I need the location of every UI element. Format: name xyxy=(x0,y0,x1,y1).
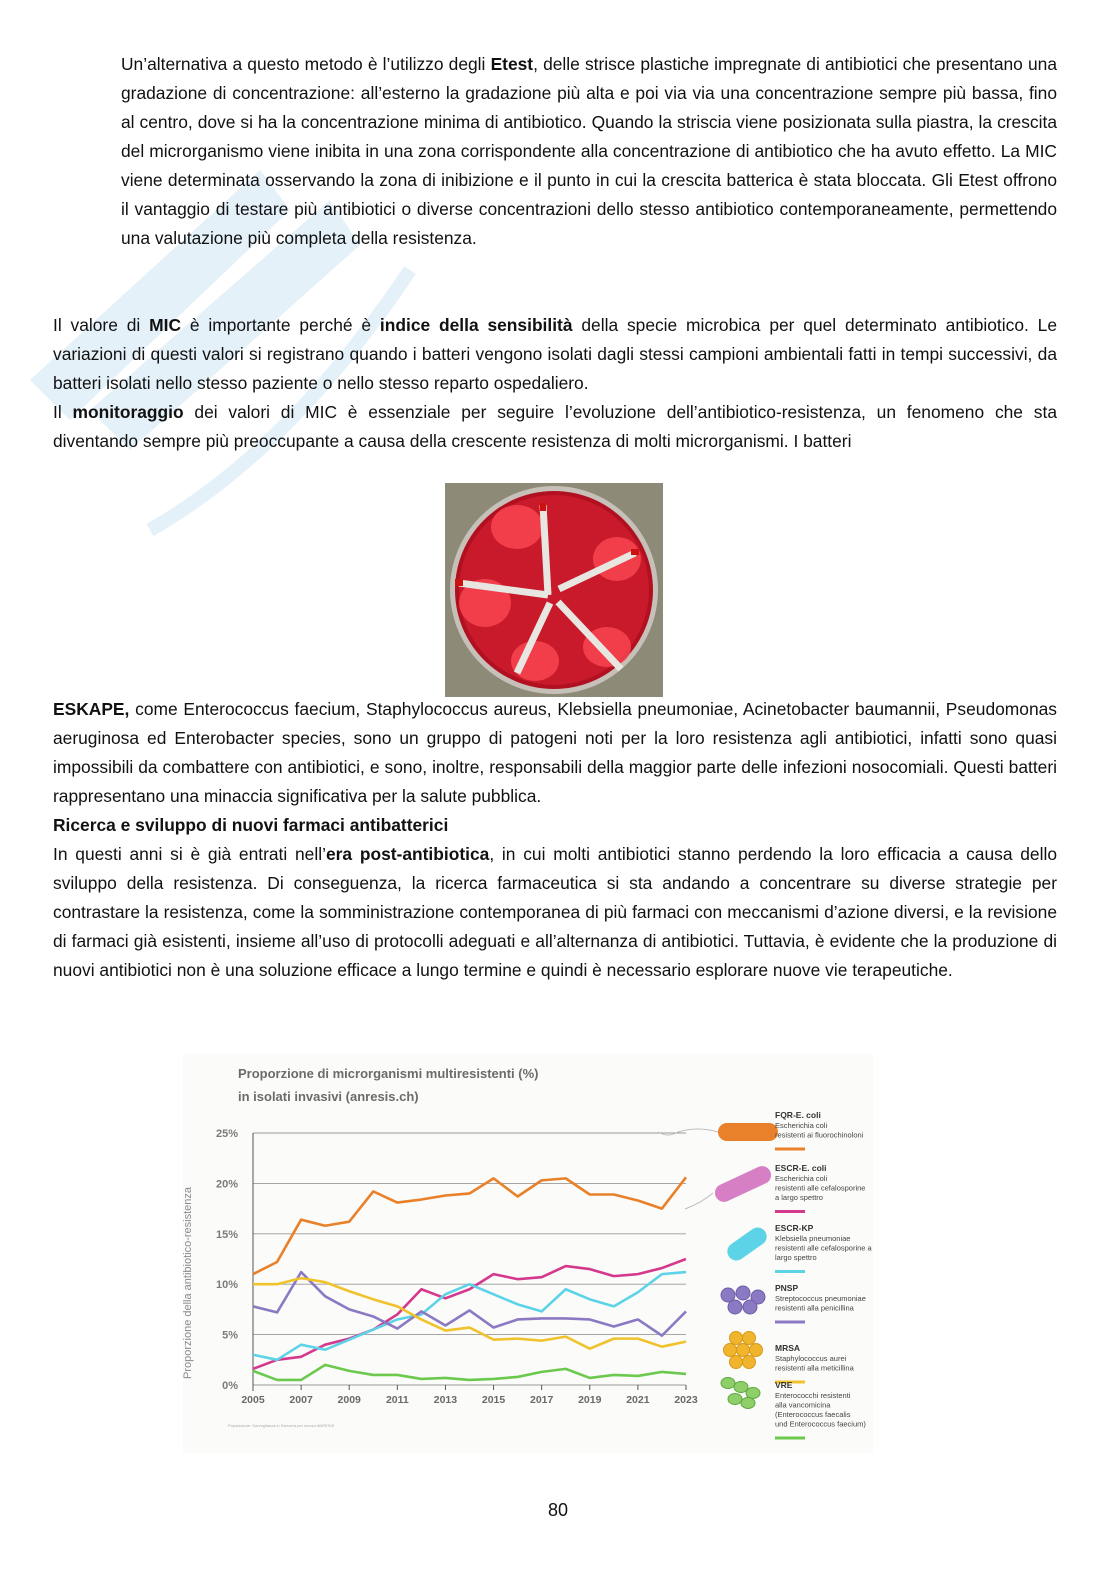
series-line-fqr-e-coli xyxy=(253,1177,686,1274)
chart-subtitle: in isolati invasivi (anresis.ch) xyxy=(238,1089,419,1104)
chart-y-tick-label: 10% xyxy=(215,1279,238,1292)
microbe-illustration-icon xyxy=(724,1332,763,1369)
legend-series-description: largo spettro xyxy=(775,1253,817,1262)
chart-y-tick-label: 20% xyxy=(215,1178,238,1191)
text-run: Il valore di xyxy=(53,315,150,335)
page-number: 80 xyxy=(547,1500,569,1520)
legend-series-description: Escherichia coli xyxy=(775,1174,828,1183)
legend-series-description: Klebsiella pneumoniae xyxy=(775,1234,851,1243)
bold-term-eskape: ESKAPE, xyxy=(53,699,130,719)
chart-title: Proporzione di microrganismi multiresistenti (%) xyxy=(238,1066,539,1081)
bold-term-mic: MIC xyxy=(149,315,182,335)
mic-paragraph xyxy=(53,311,1057,398)
legend-series-name: FQR-E. coli xyxy=(775,1110,821,1120)
series-line-vre xyxy=(253,1365,686,1380)
legend-series-description: alla vancomicina xyxy=(775,1400,831,1410)
legend-series-description: resistenti alla penicillina xyxy=(775,1303,854,1313)
legend-series-description: resistenti ai fluorochinoloni xyxy=(775,1130,864,1140)
text-run: della specie microbica per quel determinato antibiotico. Le variazioni di questi valori si registrano quando i batteri vengono isolati dagli stessi campioni ambientali fatti in tempi successivi, da batteri isolati nello stesso paziente o nello stesso reparto ospedaliero. xyxy=(53,315,1058,393)
legend-series-description: und Enterococcus faecium) xyxy=(775,1419,866,1429)
chart-x-tick-label: 2009 xyxy=(337,1394,361,1406)
chart-x-tick-label: 2013 xyxy=(433,1394,458,1406)
legend-series-description: Enterococchi resistenti xyxy=(775,1391,851,1400)
legend-entry-pnsp xyxy=(721,1283,866,1322)
section-heading: Ricerca e sviluppo di nuovi farmaci antibatterici xyxy=(53,815,449,835)
etest-petri-dish-photo xyxy=(445,483,663,697)
legend-entry-fqr-e-coli xyxy=(658,1110,864,1149)
chart-x-tick-label: 2019 xyxy=(578,1394,602,1406)
chart-x-tick-label: 2021 xyxy=(626,1394,650,1406)
legend-series-name: ESCR-E. coli xyxy=(775,1163,827,1173)
chart-x-tick-label: 2011 xyxy=(385,1394,409,1406)
eskape-paragraph xyxy=(53,695,1057,811)
post-antibiotic-paragraph xyxy=(53,840,1057,985)
microbe-illustration-icon xyxy=(721,1378,760,1409)
chart-y-tick-label: 25% xyxy=(215,1128,238,1140)
microbe-illustration-icon xyxy=(724,1224,770,1264)
resistance-line-chart xyxy=(183,1053,873,1453)
legend-series-name: VRE xyxy=(775,1380,793,1390)
chart-y-axis-label: Proporzione della antibiotico-resistenza xyxy=(183,1187,194,1379)
chart-x-tick-label: 2005 xyxy=(241,1394,265,1406)
text-run: Il xyxy=(53,402,73,422)
chart-y-tick-label: 15% xyxy=(215,1228,238,1241)
chart-x-tick-label: 2023 xyxy=(674,1394,698,1406)
text-run: In questi anni si è già entrati nell’ xyxy=(53,844,326,864)
chart-x-tick-label: 2017 xyxy=(529,1394,554,1406)
series-line-escr-kp xyxy=(253,1272,686,1360)
legend-series-description: Staphylococcus aurei xyxy=(775,1354,847,1363)
text-run: , delle strisce plastiche impregnate di antibiotici che presentano una gradazione di concentrazione: all’esterno la gradazione più alta e poi via via una concentrazione sempre più bassa, fino al centro, dove si ha la concentrazione minima di antibiotico. Quando la striscia viene posizionata sulla piastra, la crescita del microrganismo viene inibita in una zona corrispondente alla concentrazione di antibiotico che ha avuto effetto. La MIC viene determinata osservando la zona di inibizione e il punto in cui la crescita batterica è stata bloccata. Gli Etest offrono il vantaggio di testare più antibiotici o diverse concentrazioni dello stesso antibiotico contemporaneamente, permettendo una valutazione più completa della resistenza. xyxy=(121,54,1057,248)
etest-paragraph xyxy=(121,50,1057,253)
legend-series-description: resistenti alle cefalosporine a xyxy=(775,1243,872,1253)
legend-series-name: MRSA xyxy=(775,1343,801,1353)
legend-series-name: PNSP xyxy=(775,1283,799,1293)
legend-entry-mrsa xyxy=(724,1332,855,1383)
legend-entry-vre xyxy=(721,1378,866,1439)
chart-x-tick-label: 2015 xyxy=(481,1394,506,1406)
microbe-illustration-icon xyxy=(721,1286,765,1314)
legend-series-description: (Enterococcus faecalis xyxy=(775,1410,851,1419)
legend-series-description: a largo spettro xyxy=(775,1193,823,1202)
bold-term-sensitivity: indice della sensibilità xyxy=(379,315,573,335)
text-run: dei valori di MIC è essenziale per seguire l’evoluzione dell’antibiotico-resistenza, un fenomeno che sta diventando sempre più preoccupante a causa della crescente resistenza di molti microrganismi. I batteri xyxy=(53,402,1057,451)
series-line-escr-e-coli xyxy=(253,1259,686,1369)
legend-entry-escr-kp xyxy=(724,1223,873,1272)
chart-footnote: Popolazione: Sorveglianza in Svizzera per mezzo ANRESIS xyxy=(228,1423,335,1428)
text-run: come Enterococcus faecium, Staphylococcus aureus, Klebsiella pneumoniae, Acinetobacter baumannii, Pseudomonas aeruginosa ed Enterobacter species, sono un gruppo di patogeni noti per la loro resistenza agli antibiotici, infatti sono quasi impossibili da combattere con antibiotici, e sono, inoltre, responsabili della maggior parte delle infezioni nosocomiali. Questi batteri rappresentano una minaccia significativa per la salute pubblica. xyxy=(53,699,1057,806)
chart-x-tick-label: 2007 xyxy=(289,1394,313,1406)
legend-series-description: resistenti alle cefalosporine xyxy=(775,1183,866,1193)
text-run: è importante perché è xyxy=(181,315,380,335)
legend-series-description: Escherichia coli xyxy=(775,1121,828,1130)
bold-term-post-antibiotic: era post-antibiotica xyxy=(325,844,490,864)
chart-y-tick-label: 0% xyxy=(222,1380,238,1392)
legend-series-name: ESCR-KP xyxy=(775,1223,814,1233)
legend-entry-escr-e-coli xyxy=(685,1163,865,1212)
bold-term-monitoring: monitoraggio xyxy=(72,402,184,422)
microbe-illustration-icon xyxy=(685,1163,774,1209)
chart-y-tick-label: 5% xyxy=(222,1329,238,1342)
microbe-illustration-icon xyxy=(658,1123,778,1141)
bold-term-etest: Etest xyxy=(490,54,534,74)
legend-series-description: resistenti alla meticillina xyxy=(775,1363,854,1373)
text-run: , in cui molti antibiotici stanno perdendo la loro efficacia a causa dello sviluppo della resistenza. Di conseguenza, la ricerca farmaceutica si sta andando a concentrare su diverse strategie per contrastare la resistenza, come la somministrazione contemporanea di più farmaci con meccanismi d’azione diversi, e la revisione di farmaci già esistenti, insieme all’uso di protocolli adeguati e all’alternanza di antibiotici. Tuttavia, è evidente che la produzione di nuovi antibiotici non è una soluzione efficace a lungo termine e quindi è necessario esplorare nuove vie terapeutiche. xyxy=(53,844,1058,980)
legend-series-description: Streptococcus pneumoniae xyxy=(775,1294,866,1303)
monitoring-paragraph xyxy=(53,398,1057,456)
text-run: Un’alternativa a questo metodo è l’utilizzo degli xyxy=(121,54,491,74)
